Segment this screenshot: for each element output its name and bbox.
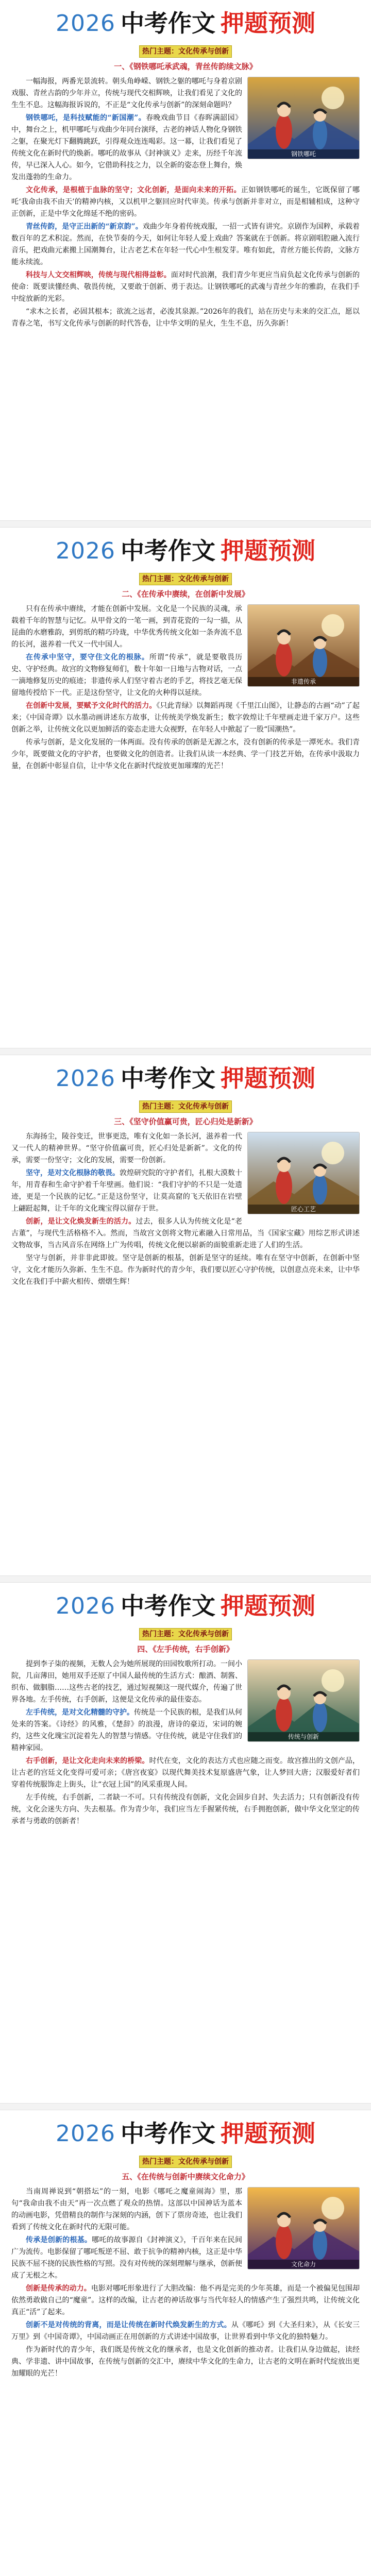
page-header [0,2110,371,2154]
essay-paragraph: 钢铁哪吒，是科技赋能的“新国潮”。春晚戏曲节目《春晖满韶园》中，舞台之上，机甲哪吒与戏曲少年同台演绎，古老的神话人物化身钢铁之躯，在聚光灯下翻腾跳跃，引得观众连连喝彩。这一幕，让我们看见了传统文化在新时代的焕新。哪吒的故事从《封神演义》走来，历经千年流传，早已深入人心。如今，它借助科技之力，以全新的姿态登上舞台，焕发出蓬勃的生命力。 [11,114,242,181]
illustration-caption: 传统与创新 [248,1732,359,1741]
illustration-picture [248,1660,360,1742]
paragraph-lead: 创新是传承的动力。 [26,2284,91,2293]
essay-paragraph: 东海扬尘，陵谷变迁，世事更迭，唯有文化如一条长河，滋养着一代又一代人的精神世界。“坚守价值赢可贵，匠心归处是新新”。文化的传承，需要一份坚守；文化的发展，需要一份创新。 [11,1132,242,1164]
essay-paragraph: “求木之长者，必固其根本；欲流之远者，必浚其泉源。”2026年的我们，站在历史与未来的交汇点，愿以青春之笔，书写文化传承与创新的时代答卷，让中华文明的星火，生生不息，历久弥新！ [11,308,360,328]
illustration-caption: 钢铁哪吒 [248,149,359,159]
illustration-picture [248,605,360,687]
illustration [247,2187,360,2269]
header-title-main: 中考作文 [120,9,215,37]
essay-paragraph: 文化传承，是根植于血脉的坚守；文化创新，是面向未来的开拓。正如钢铁哪吒的诞生，它既保留了哪吒‘我命由我不由天’的精神内核，又以机甲之躯回应时代审美。传承与创新并非对立，而是相辅相成，这种守正创新，正是中华文化绵延不绝的密码。 [11,186,360,218]
essay-section [0,2110,371,2576]
essay-paragraph: 作为新时代的青少年，我们既是传统文化的继承者，也是文化创新的推动者。让我们从身边做起，读经典、学非遗、讲中国故事，在传统与创新的交汇中，赓续中华文化的生命力，让古老的文明在新时代绽放出更加耀眼的光芒！ [11,2346,360,2378]
essay-paragraph: 传承与创新，是文化发展的一体两面。没有传承的创新是无源之水，没有创新的传承是一潭死水。我们青少年，既要做文化的守护者，也要做文化的创造者。让我们从读一本经典、学一门技艺开始，在传承中汲取力量，在创新中彰显自信，让中华文化在新时代绽放更加璀璨的光芒！ [11,738,360,770]
essay-paragraph: 坚守，是对文化根脉的敬畏。敦煌研究院的守护者们，扎根大漠数十年，用青春和生命守护着千年壁画。他们说：“我们守护的不只是一处遗迹，更是一个民族的记忆。”正是这份坚守，让莫高窟的飞天依旧在岩壁上翩跹起舞，让千年的文化瑰宝得以留存于世。 [11,1169,242,1213]
essay-body [0,1658,371,1828]
essay-section [0,1583,371,2103]
essay-paragraph: 在创新中发展，要赋予文化时代的活力。《只此青绿》以舞蹈再现《千里江山图》，让静态的古画“动”了起来；《中国奇谭》以水墨动画讲述东方故事，让传统美学焕发新生；数字敦煌让千年壁画走进千家万户。这些创新之举，让传统文化以更加鲜活的姿态走进大众视野，在年轻人中掀起了一股“国潮热”。 [11,702,360,734]
theme-tag: 热门主题：文化传承与创新 [139,573,232,585]
illustration-caption: 文化命力 [248,2260,359,2269]
header-title-main: 中考作文 [120,1591,215,1620]
header-year: 2026 [56,537,115,564]
essay-paragraph: 右手创新，是让文化走向未来的桥梁。时代在变，文化的表达方式也应随之而变。故宫推出的文创产品，让古老的宫廷文化变得可爱可亲；《唐宫夜宴》以现代舞美技术复原盛唐气象，让人梦回大唐；汉服爱好者们穿着传统服饰走上街头，让“衣冠上国”的风采重现人间。 [11,1757,360,1789]
essay-section [0,0,371,520]
essay-title: 一、《钢铁哪吒承武魂，青丝传韵续文脉》 [114,62,257,71]
theme-tag: 热门主题：文化传承与创新 [139,2156,232,2168]
section-divider [0,2103,371,2110]
essay-paragraph: 科技与人文交相辉映，传统与现代相得益彰。面对时代浪潮，我们青少年更应当肩负起文化传承与创新的使命：既要读懂经典、敬畏传统，又要敢于创新、勇于表达。让钢铁哪吒的武魂与青丝少年的雅韵，在我们手中绽放新的光彩。 [11,271,360,303]
header-title-highlight: 押题预测 [220,1591,315,1620]
essay-title: 二、《在传承中赓续，在创新中发展》 [122,589,249,599]
essay-body [0,603,371,773]
illustration [247,77,360,159]
header-year: 2026 [56,1065,115,1092]
page-header [0,528,371,571]
section-divider [0,1575,371,1583]
paragraph-lead: 坚守，是对文化根脉的敬畏。 [26,1169,120,1177]
header-year: 2026 [56,1592,115,1619]
essay-paragraph: 坚守与创新，并非非此即彼。坚守是创新的根基，创新是坚守的延续。唯有在坚守中创新，在创新中坚守，文化才能历久弥新、生生不息。作为新时代的青少年，我们要以匠心守护传统，以创意点亮未来，让中华文化在我们手中薪火相传、熠熠生辉！ [11,1254,360,1286]
theme-tag: 热门主题：文化传承与创新 [139,1628,232,1640]
essay-title: 四、《左手传统，右手创新》 [137,1645,234,1654]
essay-title: 三、《坚守价值赢可贵，匠心归处是新新》 [114,1117,257,1126]
header-title-main: 中考作文 [120,1064,215,1092]
header-title-highlight: 押题预测 [220,2119,315,2147]
header-year: 2026 [56,2120,115,2147]
paragraph-lead: 左手传统，是对文化精髓的守护。 [26,1708,134,1717]
essay-paragraph: 创新，是让文化焕发新生的活力。过去，很多人认为传统文化是“老古董”，与现代生活格格不入。然而，当故宫文创将文物元素融入日常用品，当《国家宝藏》用综艺形式讲述文物故事，当古风音乐在网络上广为传唱，传统文化便以崭新的面貌重新走进了人们的生活。 [11,1217,360,1249]
illustration [247,604,360,687]
page-header [0,0,371,43]
paragraph-lead: 青丝传韵，是守正出新的“新京韵”。 [26,223,143,231]
paragraph-lead: 传承是创新的根基。 [26,2236,92,2244]
essay-paragraph: 在传承中坚守，要守住文化的根脉。所谓“传承”，就是要敬畏历史、守护经典。故宫的文物修复师们，数十年如一日地与古物对话，一点一滴地修复历史的痕迹；非遗传承人们坚守着古老的手艺，将技艺毫无保留地传授给下一代。正是这份坚守，让文化的火种得以延续。 [11,653,242,697]
paragraph-lead: 在创新中发展，要赋予文化时代的活力。 [26,702,157,710]
section-divider [0,520,371,528]
header-title-main: 中考作文 [120,536,215,565]
paragraph-lead: 科技与人文交相辉映，传统与现代相得益彰。 [26,271,171,279]
essay-paragraph: 传承是创新的根基。哪吒的故事源自《封神演义》，千百年来在民间广为流传。电影保留了哪吒叛逆不屈、敢于抗争的精神内核，这正是中华民族不屈不挠的民族性格的写照。没有对传统的深刻理解与继承，创新便成了无根之木。 [11,2236,242,2280]
essay-body [0,76,371,331]
header-year: 2026 [56,10,115,37]
essay-body [0,1131,371,1289]
paragraph-lead: 文化传承，是根植于血脉的坚守；文化创新，是面向未来的开拓。 [26,186,241,194]
header-title-highlight: 押题预测 [220,536,315,565]
essay-section [0,528,371,1048]
page-header [0,1055,371,1098]
header-title-main: 中考作文 [120,2119,215,2147]
essay-paragraph: 只有在传承中赓续，才能在创新中发展。文化是一个民族的灵魂，承载着千年的智慧与记忆。从甲骨文的一笔一画，到青花瓷的一勾一描，从昆曲的水磨雅韵，到剪纸的精巧玲珑，中华优秀传统文化如一条奔流不息的长河，滋养着一代又一代中国人。 [11,605,242,649]
theme-tag: 热门主题：文化传承与创新 [139,1100,232,1113]
essay-paragraph: 创新是传承的动力。电影对哪吒形象进行了大胆改编：他不再是完美的少年英雄，而是一个被偏见包围却依然勇敢做自己的“魔童”。这样的改编，让古老的神话故事与当代年轻人的情感产生了强烈共鸣，让传统文化真正“活”了起来。 [11,2284,360,2316]
paragraph-lead: 在传承中坚守，要守住文化的根脉。 [26,653,149,662]
essay-body [0,2186,371,2381]
illustration-caption: 匠心工艺 [248,1205,359,1214]
essay-paragraph: 当南周禅说到“朝搭坛”的一刻，电影《哪吒之魔童闹海》里，那句“我命由我不由天”再一次点燃了观众的热情。这部以中国神话为蓝本的动画电影，凭借精良的制作与深刻的内涵，创下了票房奇迹，也让我们看到了传统文化在新时代的无限可能。 [11,2188,242,2231]
illustration-caption: 非遗传承 [248,677,359,686]
illustration-picture [248,77,360,159]
paragraph-lead: 钢铁哪吒，是科技赋能的“新国潮”。 [26,114,146,122]
theme-tag: 热门主题：文化传承与创新 [139,45,232,58]
essay-section [0,1055,371,1575]
essay-title: 五、《在传统与创新中赓续文化命力》 [122,2172,249,2181]
essay-paragraph: 左手传统，是对文化精髓的守护。传统是一个民族的根，是我们从何处来的答案。《诗经》的风雅，《楚辞》的浪漫，唐诗的豪迈，宋词的婉约，这些文化瑰宝沉淀着先人的智慧与情感。守住传统，就是守住我们的精神家园。 [11,1708,242,1752]
illustration [247,1132,360,1214]
paragraph-lead: 创新，是让文化焕发新生的活力。 [26,1217,136,1226]
paragraph-lead: 创新不是对传统的背离，而是让传统在新时代焕发新生的方式。 [26,2321,231,2329]
header-title-highlight: 押题预测 [220,9,315,37]
essay-paragraph: 创新不是对传统的背离，而是让传统在新时代焕发新生的方式。从《哪吒》到《大圣归来》，从《长安三万里》到《中国奇谭》，中国动画正在用创新的方式讲述中国故事，让世界看到中华文化的独特魅力。 [11,2321,360,2341]
illustration-picture [248,1132,360,1214]
paragraph-lead: 右手创新，是让文化走向未来的桥梁。 [26,1757,149,1765]
section-divider [0,1048,371,1055]
illustration [247,1659,360,1742]
header-title-highlight: 押题预测 [220,1064,315,1092]
page-header [0,1583,371,1626]
essay-paragraph: 提到李子柒的视频，无数人会为她所展现的田园牧歌所打动。一间小院，几亩薄田，她用双手还原了中国人最传统的生活方式：酿酒、制酱、织布、做胭脂……这些古老的技艺，通过短视频这一现代媒介，传遍了世界各地。左手传统，右手创新，这便是文化传承的最佳姿态。 [11,1660,242,1704]
essay-paragraph: 一幅海报，两番光景流转。朝头角峥嵘、钢铁之躯的哪吒与身着京剧戏服、青丝古韵的少年并立，传统与现代交相辉映，让我们看见了文化的生生不息。这幅海报诉说的，不正是“文化传承与创新”的深刻命题吗？ [11,77,242,109]
essay-paragraph: 左手传统，右手创新，二者缺一不可。只有传统没有创新，文化会固步自封、失去活力；只有创新没有传统，文化会迷失方向、失去根基。作为青少年，我们应当左手握紧传统，右手拥抱创新，做中华文化坚定的传承者与勇敢的创新者！ [11,1793,360,1825]
illustration-picture [248,2188,360,2269]
essay-paragraph: 青丝传韵，是守正出新的“新京韵”。戏曲少年身着传统戏服，一招一式皆有讲究。京剧作为国粹，承载着数百年的艺术积淀。然而，在快节奏的今天，如何让年轻人爱上戏曲？答案就在于创新。将京剧唱腔融入流行音乐，把戏曲元素搬上国潮舞台，让古老艺术在年轻一代心中生根发芽。唯有如此，青丝方能长传韵，文脉方能永续流。 [11,223,360,266]
